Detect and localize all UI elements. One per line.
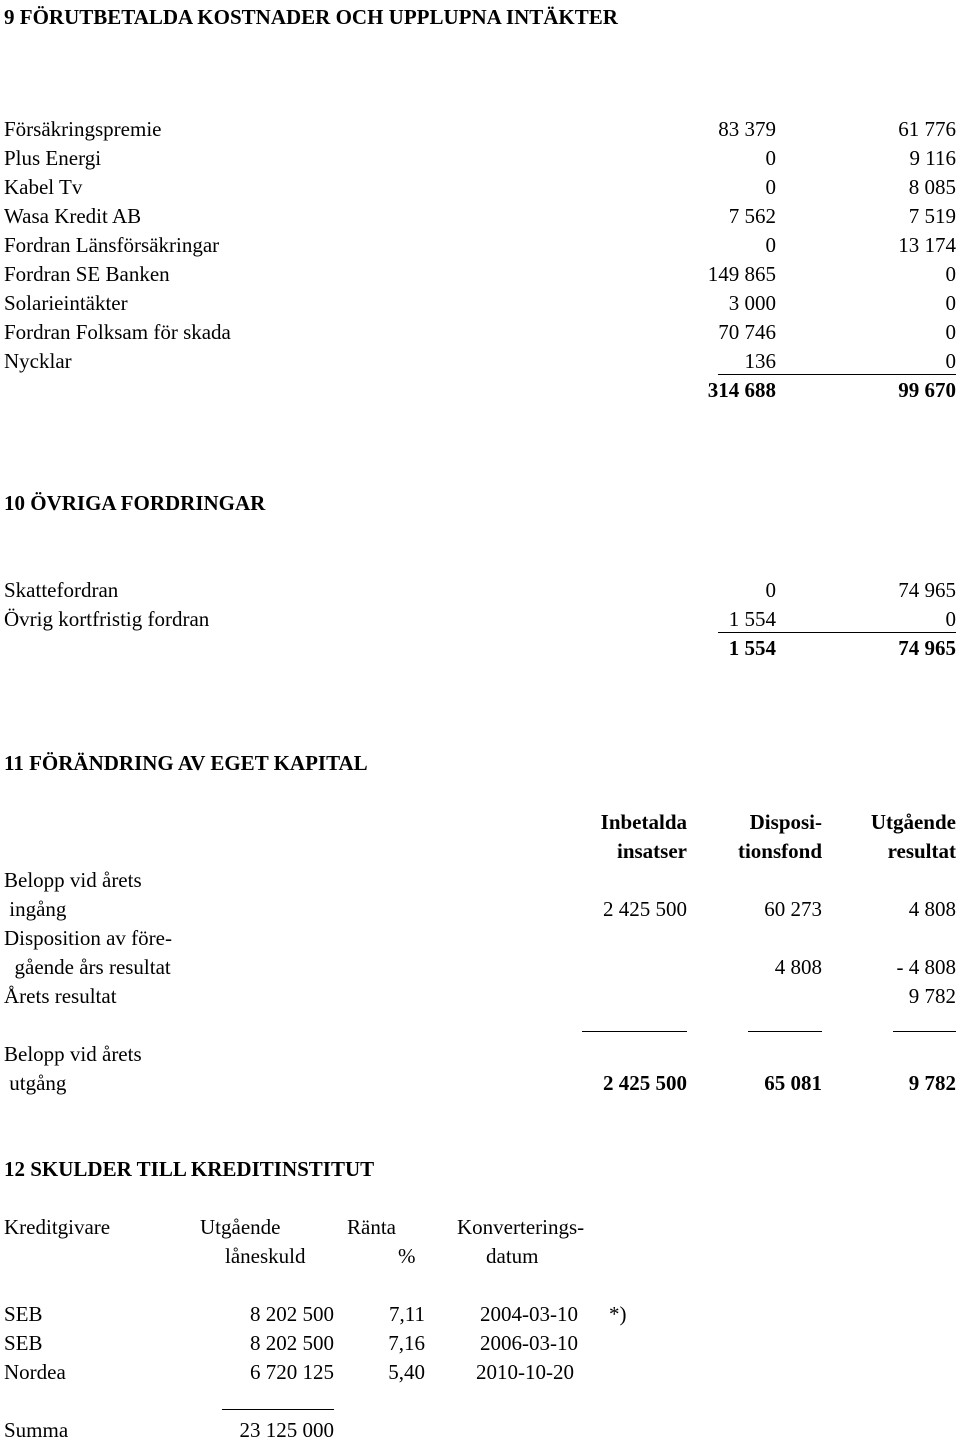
column-header: Utgående: [870, 810, 956, 834]
total-current: 314 688: [707, 378, 776, 402]
lender-name: Nordea: [4, 1360, 66, 1384]
value-previous: 0: [945, 291, 956, 315]
column-header: %: [398, 1244, 416, 1268]
value-current: 0: [765, 175, 776, 199]
conversion-date: 2006-03-10: [480, 1331, 578, 1355]
value-current: 0: [765, 578, 776, 602]
sum-underline: [222, 1409, 334, 1410]
section10-title: 10 ÖVRIGA FORDRINGAR: [4, 491, 266, 515]
loan-debt: 6 720 125: [250, 1360, 334, 1384]
column-header: datum: [486, 1244, 539, 1268]
total-current: 1 554: [728, 636, 776, 660]
table-row-label: gående års resultat: [4, 955, 171, 979]
table-row-label: Belopp vid årets: [4, 868, 142, 892]
table-row-label: Fordran SE Banken: [4, 262, 170, 286]
value-current: 0: [765, 233, 776, 257]
value-previous: 0: [945, 607, 956, 631]
column-header: Utgående: [200, 1215, 281, 1239]
value-previous: 0: [945, 320, 956, 344]
value-previous: 13 174: [898, 233, 956, 257]
conversion-date: 2010-10-20: [476, 1360, 574, 1384]
table-row-label: Kabel Tv: [4, 175, 83, 199]
section9-title: 9 FÖRUTBETALDA KOSTNADER OCH UPPLUPNA INTÄKTER: [4, 5, 618, 29]
value-current: 136: [744, 349, 776, 373]
total-dispositionsfond: 65 081: [764, 1071, 822, 1095]
conversion-date: 2004-03-10: [480, 1302, 578, 1326]
loan-debt: 8 202 500: [250, 1302, 334, 1326]
table-row-label: Fordran Folksam för skada: [4, 320, 231, 344]
column-header: Disposi-: [749, 810, 822, 834]
value-current: 1 554: [728, 607, 776, 631]
table-row-label: Övrig kortfristig fordran: [4, 607, 210, 631]
value-resultat: 4 808: [908, 897, 956, 921]
sum-underline: [893, 1031, 956, 1032]
total-insatser: 2 425 500: [603, 1071, 687, 1095]
table-row-label: utgång: [4, 1071, 67, 1095]
sum-underline: [718, 374, 956, 375]
column-header: Inbetalda: [600, 810, 687, 834]
table-row-label: Wasa Kredit AB: [4, 204, 142, 228]
value-previous: 9 116: [909, 146, 956, 170]
value-insatser: 2 425 500: [603, 897, 687, 921]
sum-underline: [582, 1031, 687, 1032]
table-row-label: Skattefordran: [4, 578, 119, 602]
column-header: resultat: [887, 839, 956, 863]
sum-underline: [748, 1031, 822, 1032]
sum-underline: [718, 632, 956, 633]
column-header: Ränta: [347, 1215, 396, 1239]
table-row-label: Fordran Länsförsäkringar: [4, 233, 220, 257]
value-current: 70 746: [718, 320, 776, 344]
table-row-label: ingång: [4, 897, 67, 921]
table-row-label: Plus Energi: [4, 146, 102, 170]
table-row-label: Årets resultat: [4, 984, 117, 1008]
total-label: Summa: [4, 1418, 69, 1442]
value-previous: 0: [945, 262, 956, 286]
value-dispositionsfond: 4 808: [774, 955, 822, 979]
value-current: 83 379: [718, 117, 776, 141]
section12-title: 12 SKULDER TILL KREDITINSTITUT: [4, 1157, 375, 1181]
total-previous: 99 670: [898, 378, 956, 402]
lender-name: SEB: [4, 1331, 43, 1355]
table-row-label: Försäkringspremie: [4, 117, 162, 141]
table-row-label: Disposition av före-: [4, 926, 172, 950]
loan-debt: 8 202 500: [250, 1331, 334, 1355]
value-current: 0: [765, 146, 776, 170]
table-row-label: Nycklar: [4, 349, 72, 373]
interest-rate: 7,16: [388, 1331, 425, 1355]
table-row-label: Solarieintäkter: [4, 291, 128, 315]
value-dispositionsfond: 60 273: [764, 897, 822, 921]
interest-rate: 5,40: [388, 1360, 425, 1384]
value-current: 3 000: [728, 291, 776, 315]
value-current: 149 865: [707, 262, 776, 286]
value-resultat: 9 782: [908, 984, 956, 1008]
column-header: insatser: [617, 839, 687, 863]
section11-title: 11 FÖRÄNDRING AV EGET KAPITAL: [4, 751, 368, 775]
interest-rate: 7,11: [389, 1302, 425, 1326]
value-previous: 61 776: [898, 117, 956, 141]
table-row-label: Belopp vid årets: [4, 1042, 142, 1066]
column-header: tionsfond: [737, 839, 822, 863]
value-previous: 74 965: [898, 578, 956, 602]
column-header: Kreditgivare: [4, 1215, 111, 1239]
total-debt: 23 125 000: [239, 1418, 334, 1442]
total-resultat: 9 782: [908, 1071, 956, 1095]
footnote-marker: *): [609, 1302, 627, 1326]
column-header: Konverterings-: [457, 1215, 585, 1239]
value-resultat: - 4 808: [896, 955, 956, 979]
total-previous: 74 965: [898, 636, 956, 660]
value-previous: 8 085: [908, 175, 956, 199]
value-previous: 7 519: [908, 204, 956, 228]
lender-name: SEB: [4, 1302, 43, 1326]
value-current: 7 562: [728, 204, 776, 228]
value-previous: 0: [945, 349, 956, 373]
column-header: låneskuld: [225, 1244, 306, 1268]
